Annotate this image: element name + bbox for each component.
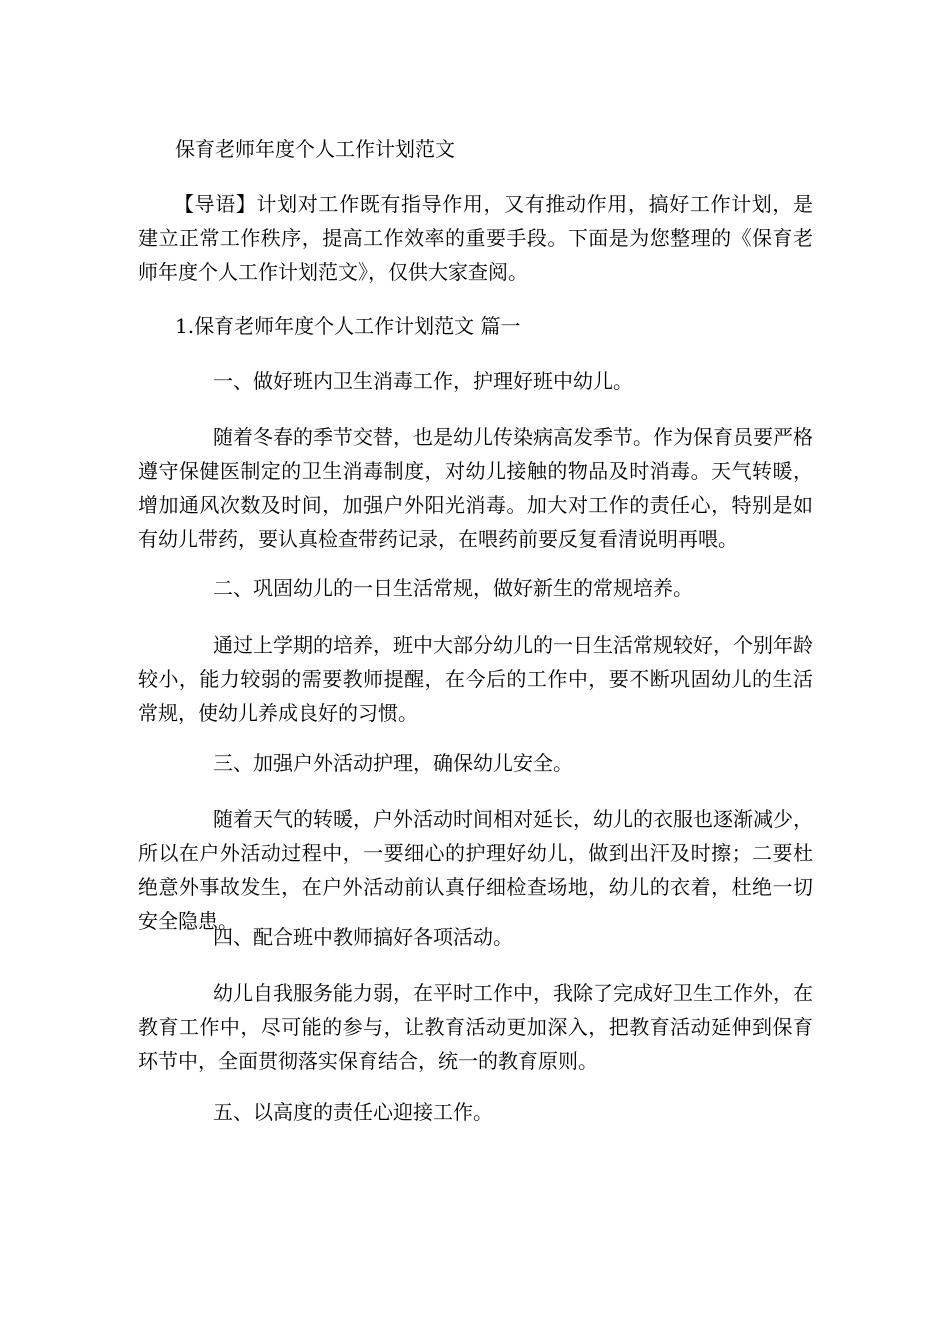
- item-heading-1: 一、做好班内卫生消毒工作，护理好班中幼儿。: [213, 369, 633, 393]
- item-body-2: 通过上学期的培养，班中大部分幼儿的一日生活常规较好，个别年龄较小，能力较弱的需要教师提醒，在今后的工作中，要不断巩固幼儿的生活常规，使幼儿养成良好的习惯。: [138, 633, 813, 725]
- document-title: 保育老师年度个人工作计划范文: [175, 137, 455, 161]
- item-heading-4: 四、配合班中教师搞好各项活动。: [213, 925, 513, 949]
- item-body-4: 幼儿自我服务能力弱，在平时工作中，我除了完成好卫生工作外，在教育工作中，尽可能的参与，让教育活动更加深入，把教育活动延伸到保育环节中，全面贯彻落实保育结合，统一的教育原则。: [138, 981, 813, 1073]
- section-title: 1.保育老师年度个人工作计划范文 篇一: [175, 314, 521, 338]
- intro-paragraph: 【导语】计划对工作既有指导作用，又有推动作用，搞好工作计划，是建立正常工作秩序，提高工作效率的重要手段。下面是为您整理的《保育老师年度个人工作计划范文》，仅供大家查阅。: [138, 192, 813, 284]
- item-body-3: 随着天气的转暖，户外活动时间相对延长，幼儿的衣服也逐渐减少，所以在户外活动过程中，一要细心的护理好幼儿，做到出汗及时擦；二要杜绝意外事故发生，在户外活动前认真仔细检查场地，幼儿的衣着，杜绝一切安全隐患。: [138, 807, 813, 933]
- item-heading-5: 五、以高度的责任心迎接工作。: [213, 1100, 493, 1124]
- item-heading-2: 二、巩固幼儿的一日生活常规，做好新生的常规培养。: [213, 576, 693, 600]
- item-body-1: 随着冬春的季节交替，也是幼儿传染病高发季节。作为保育员要严格遵守保健医制定的卫生消毒制度，对幼儿接触的物品及时消毒。天气转暖，增加通风次数及时间，加强户外阳光消毒。加大对工作的责任心，特别是如有幼儿带药，要认真检查带药记录，在喂药前要反复看清说明再喂。: [138, 425, 813, 551]
- item-heading-3: 三、加强户外活动护理，确保幼儿安全。: [213, 751, 573, 775]
